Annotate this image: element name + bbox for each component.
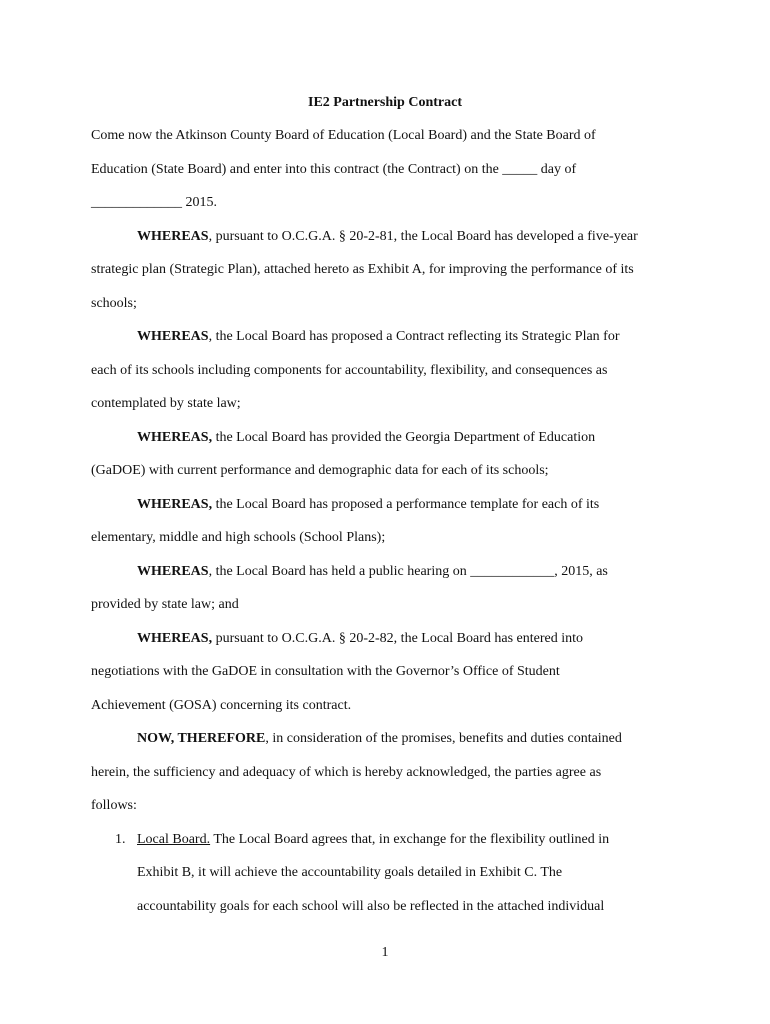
whereas-4-line-2: elementary, middle and high schools (School Plans);: [91, 530, 386, 545]
whereas-1-line-2: strategic plan (Strategic Plan), attached hereto as Exhibit A, for improving the performance of its: [91, 262, 634, 277]
whereas-2-text: , the Local Board has proposed a Contract reflecting its Strategic Plan for: [208, 329, 620, 344]
intro-line-3: _____________ 2015.: [91, 195, 217, 210]
whereas-6-text: pursuant to O.C.G.A. § 20-2-82, the Local Board has entered into: [212, 631, 583, 646]
page-number: 1: [381, 945, 389, 960]
item-1-line-3: accountability goals for each school will also be reflected in the attached individual: [137, 899, 605, 914]
item-1-line-1: [137, 831, 609, 849]
whereas-2-line-1: [137, 328, 620, 346]
whereas-1-lead: WHEREAS: [137, 229, 209, 244]
item-1-line-2: Exhibit B, it will achieve the accountability goals detailed in Exhibit C. The: [137, 865, 563, 880]
therefore-text: , in consideration of the promises, benefits and duties contained: [265, 731, 622, 746]
whereas-6-line-3: Achievement (GOSA) concerning its contract.: [91, 698, 352, 713]
whereas-6-line-1: [137, 630, 583, 648]
whereas-3-line-2: (GaDOE) with current performance and demographic data for each of its schools;: [91, 463, 549, 478]
whereas-2-line-3: contemplated by state law;: [91, 396, 241, 411]
intro-line-1: Come now the Atkinson County Board of Education (Local Board) and the State Board of: [91, 128, 596, 143]
item-1-text: The Local Board agrees that, in exchange for the flexibility outlined in: [210, 832, 610, 847]
whereas-1-line-1: [137, 228, 638, 246]
whereas-5-text: , the Local Board has held a public hearing on ____________, 2015, as: [208, 564, 608, 579]
whereas-2-lead: WHEREAS: [137, 329, 209, 344]
item-1-heading: Local Board.: [137, 832, 211, 847]
whereas-4-line-1: [137, 496, 599, 514]
whereas-2-line-2: each of its schools including components for accountability, flexibility, and consequences as: [91, 363, 608, 378]
whereas-3-lead: WHEREAS,: [137, 430, 213, 445]
document-title: IE2 Partnership Contract: [308, 95, 462, 110]
item-1-number: 1.: [115, 832, 126, 847]
therefore-lead: NOW, THEREFORE: [137, 731, 266, 746]
whereas-1-text: , pursuant to O.C.G.A. § 20-2-81, the Local Board has developed a five-year: [208, 229, 638, 244]
whereas-6-line-2: negotiations with the GaDOE in consultation with the Governor’s Office of Student: [91, 664, 560, 679]
therefore-line-3: follows:: [91, 798, 137, 813]
whereas-4-lead: WHEREAS,: [137, 497, 213, 512]
whereas-5-line-1: [137, 563, 608, 581]
whereas-1-line-3: schools;: [91, 296, 137, 311]
whereas-6-lead: WHEREAS,: [137, 631, 213, 646]
whereas-3-text: the Local Board has provided the Georgia Department of Education: [212, 430, 596, 445]
whereas-5-lead: WHEREAS: [137, 564, 209, 579]
therefore-line-2: herein, the sufficiency and adequacy of which is hereby acknowledged, the parties agree as: [91, 765, 602, 780]
whereas-4-text: the Local Board has proposed a performance template for each of its: [212, 497, 600, 512]
therefore-line-1: [137, 730, 622, 748]
whereas-3-line-1: [137, 429, 595, 447]
whereas-5-line-2: provided by state law; and: [91, 597, 239, 612]
intro-line-2: Education (State Board) and enter into this contract (the Contract) on the _____ day of: [91, 162, 577, 177]
